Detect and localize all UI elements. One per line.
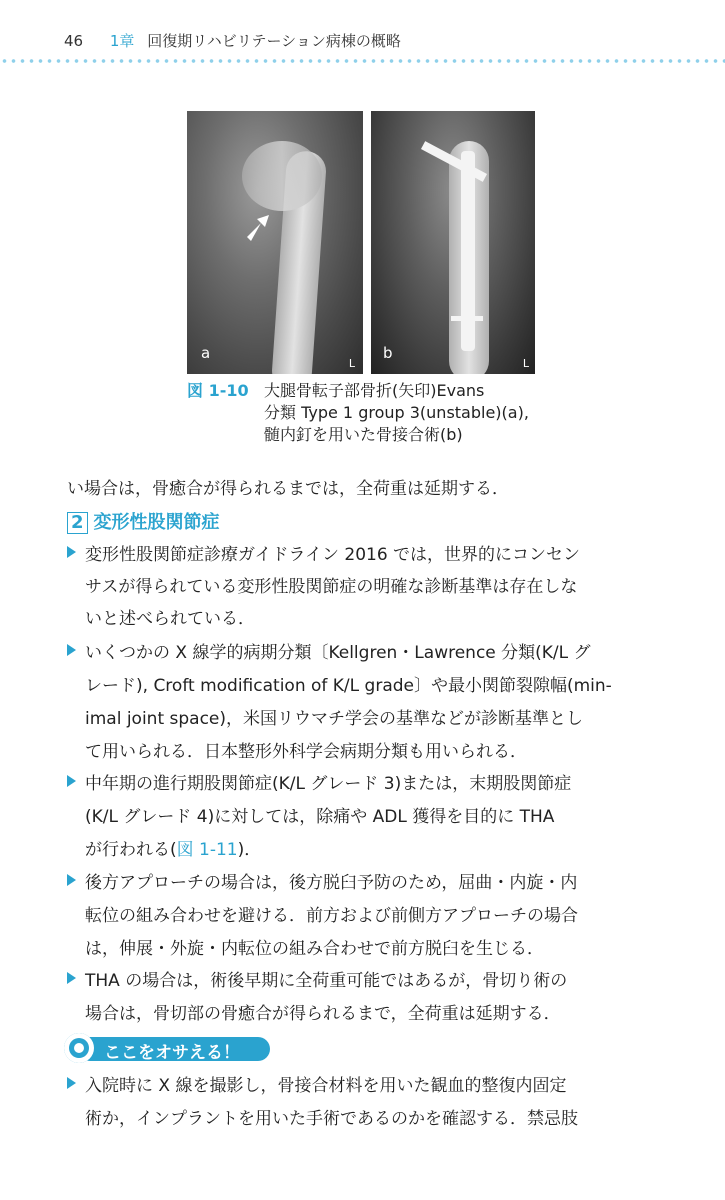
bullet-triangle-icon <box>67 972 76 984</box>
intramedullary-nail <box>461 151 475 351</box>
figure-number: 図 1-10 <box>187 381 249 400</box>
chapter-number: 1章 <box>109 32 135 50</box>
figure-caption <box>187 380 607 446</box>
callout-label: ここをオサえる！ <box>104 1043 240 1063</box>
bullet-triangle-icon <box>67 546 76 558</box>
figure-reference-link[interactable]: 図 1-11 <box>176 840 238 860</box>
paragraph: い場合は，骨癒合が得られるまでは，全荷重は延期する． <box>67 479 509 499</box>
page-number: 46 <box>64 32 84 50</box>
xray-image-a <box>187 111 363 374</box>
bullet-line: imal joint space)，米国リウマチ学会の基準などが診断基準とし <box>85 709 584 729</box>
bullet-line: 場合は，骨切部の骨癒合が得られるまで，全荷重は延期する． <box>85 1004 561 1024</box>
section-title: 変形性股関節症 <box>93 512 220 533</box>
panel-label-b: b <box>383 344 393 362</box>
bullet-line: (K/L グレード 4)に対しては，除痛や ADL 獲得を目的に THA <box>85 807 555 827</box>
bullet-line: 中年期の進行期股関節症(K/L グレード 3)または，末期股関節症 <box>85 774 572 794</box>
caption-line: 髄内釘を用いた骨接合術(b) <box>264 425 463 444</box>
running-header <box>64 30 401 51</box>
flower-icon <box>64 1033 94 1063</box>
bullet-line: 後方アプローチの場合は，後方脱臼予防のため，屈曲・内旋・内 <box>85 873 578 893</box>
xray-image-b <box>371 111 535 374</box>
bullet-line: いくつかの X 線学的病期分類〔Kellgren・Lawrence 分類(K/L グ <box>85 643 591 663</box>
bullet-triangle-icon <box>67 874 76 886</box>
bullet-line: 変形性股関節症診療ガイドライン 2016 では，世界的にコンセン <box>85 545 581 565</box>
bullet-triangle-icon <box>67 775 76 787</box>
distal-screw <box>451 316 483 321</box>
bullet-line: て用いられる．日本整形外科学会病期分類も用いられる． <box>85 742 527 762</box>
bullet-line: は，伸展・外旋・内転位の組み合わせで前方脱臼を生じる． <box>85 939 544 959</box>
bullet-line: THA の場合は，術後早期に全荷重可能ではあるが，骨切り術の <box>85 971 568 991</box>
section-number: 2 <box>67 512 88 534</box>
side-label-a: L <box>348 357 355 370</box>
bullet-line: サスが得られている変形性股関節症の明確な診断基準は存在しな <box>85 577 578 597</box>
caption-line: 分類 Type 1 group 3(unstable)(a), <box>264 403 529 422</box>
bullet-line: レード), Croft modification of K/L grade〕や最小関節裂隙幅(min- <box>85 676 612 696</box>
panel-label-a: a <box>201 344 211 362</box>
chapter-title: 回復期リハビリテーション病棟の概略 <box>147 32 401 50</box>
section-heading <box>67 508 220 534</box>
caption-line: 大腿骨転子部骨折(矢印)Evans <box>264 381 485 400</box>
bullet-line: が行われる(図 1-11)． <box>85 840 262 860</box>
bullet-line: 入院時に X 線を撮影し，骨接合材料を用いた観血的整復内固定 <box>85 1076 567 1096</box>
bullet-line: いと述べられている． <box>85 609 255 629</box>
bullet-line: 転位の組み合わせを避ける．前方および前側方アプローチの場合 <box>85 906 578 926</box>
bullet-triangle-icon <box>67 1077 76 1089</box>
arrow-icon <box>243 211 273 241</box>
side-label-b: L <box>522 357 529 370</box>
dotted-divider <box>0 58 725 64</box>
bullet-triangle-icon <box>67 644 76 656</box>
callout-heading <box>64 1033 270 1063</box>
bullet-line: 術か，インプラントを用いた手術であるのかを確認する．禁忌肢 <box>85 1109 578 1129</box>
